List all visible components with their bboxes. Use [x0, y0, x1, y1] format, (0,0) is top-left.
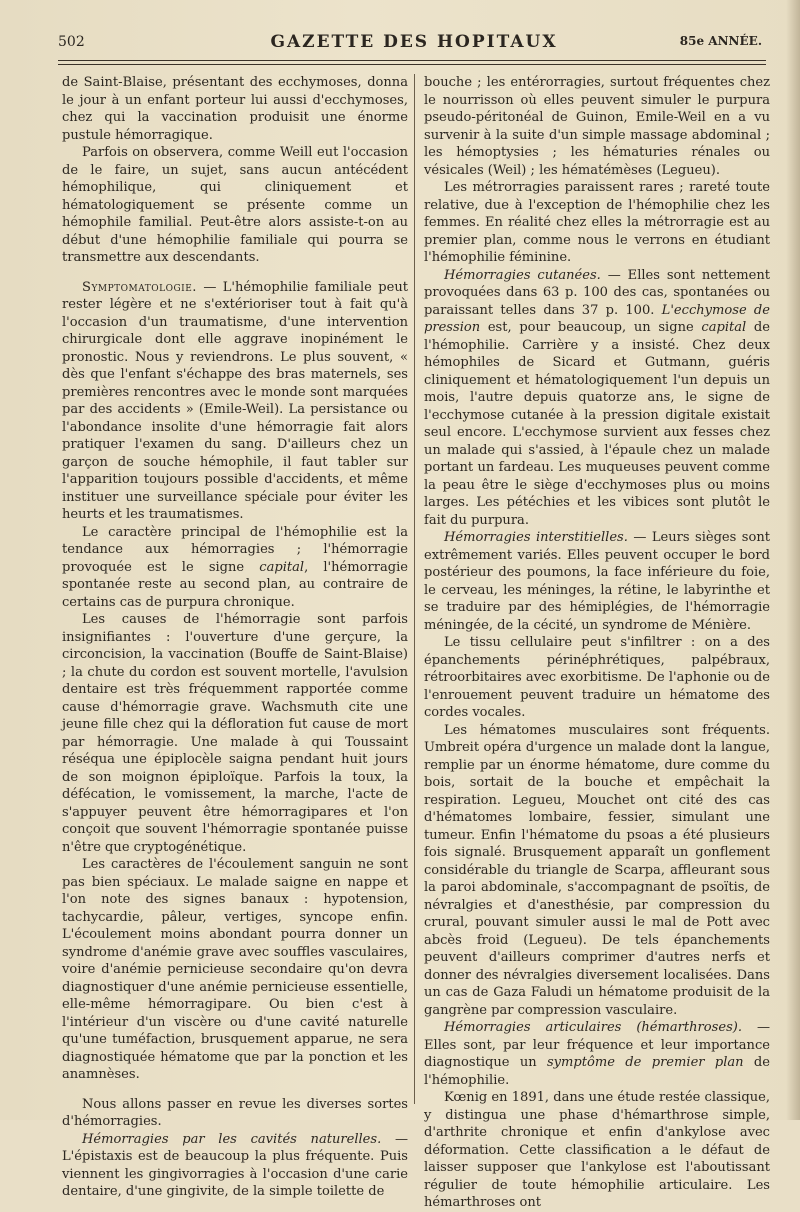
- emphasis: capital: [259, 559, 305, 575]
- paragraph: bouche ; les entérorragies, surtout fréquentes chez le nourrisson où elles peuvent simuler le purpura pseudo-péritonéal de Guinon, Emile-Weil en a vu survenir à la suite d'un simple massage abdominal ; les hémoptysies ; les hématuries rénales ou vésicales (Weil) ; les hématémèses (Legueu).: [424, 75, 770, 178]
- paragraph: [62, 1131, 408, 1201]
- right-column: [424, 74, 771, 1210]
- column-divider: [414, 74, 415, 1104]
- emphasis: L'ecchymose de pression: [424, 302, 770, 335]
- subheading: Hémorragies interstitielles.: [444, 530, 628, 545]
- paragraph: Les hématomes musculaires sont fréquents. Umbreit opéra d'urgence un malade dont la langue, remplie par un énorme hématome, dure comme du bois, sortait de la bouche et empêchait la respiration. Legueu, Mouchet ont cité des cas d'hématomes lombaire, fessier, simulant une tumeur. Enfin l'hématome du psoas a été plusieurs fois signalé. Brusquement apparaît un gonflement considérable du triangle de Scarpa, affleurant sous la paroi abdominale, s'accompagnant de psoïtis, de névralgies et d'anesthésie, par compression du crural, pouvant simuler aussi le mal de Pott avec abcès froid (Legueu). De tels épanchements peuvent d'ailleurs comprimer d'autres nerfs et donner des névralgies diversement localisées. Dans un cas de Gaza Faludi un hématome produisit de la gangrène par compression vasculaire.: [424, 722, 770, 1018]
- page-edge-shadow: [786, 0, 800, 1120]
- paragraph: Les causes de l'hémorragie sont parfois insignifiantes : l'ouverture d'une gerçure, la circoncision, la vaccination (Bouffe de Saint-Blaise) ; la chute du cordon est souvent mortelle, l'avulsion dentaire est très fréquemment rapportée comme cause d'hémorragie grave. Wachsmuth cite une jeune fille chez qui la défloration fut cause de mort par hémorragie. Une malade à qui Toussaint réséqua une épiplocèle saigna pendant huit jours de son moignon épiploïque. Parfois la toux, la défécation, le vomissement, la marche, l'acte de s'appuyer peuvent être hémorragipares et l'on conçoit que souvent l'hémorragie spontanée puisse n'être que cryptogénétique.: [62, 612, 408, 855]
- section-heading: Symptomatologie.: [82, 279, 197, 295]
- paragraph-text: — Elles sont nettement provoquées dans 63 p. 100 des cas, spontanées ou paraissant telles dans 37 p. 100.: [424, 267, 771, 318]
- header-rule-thin: [58, 64, 766, 65]
- page-number: 502: [58, 34, 85, 50]
- journal-title: GAZETTE DES HOPITAUX: [270, 32, 558, 52]
- paragraph: [424, 1019, 770, 1089]
- subheading: Hémorragies articulaires (hémarthroses).: [444, 1020, 743, 1035]
- emphasis: symptôme de premier plan: [546, 1055, 744, 1070]
- paragraph: [424, 267, 770, 530]
- paragraph-text: — L'hémophilie familiale peut rester légère et ne s'extérioriser tout à fait qu'à l'occasion d'un traumatisme, d'une intervention chirurgicale dont elle aggrave inopinément le pronostic. Nous y reviendrons. Le plus souvent, « dès que l'enfant s'échappe des bras maternels, ses premières rencontres avec le monde sont marquées par des accidents » (Emile-Weil). La persistance ou l'abondance insolite d'une hémorragie fait alors pratiquer l'examen du sang. D'ailleurs chez un garçon de souche hémophile, il faut tabler sur l'apparition toujours possible d'accidents, et même instituer une surveillance spéciale pour éviter les heurts et les traumatismes.: [62, 279, 408, 522]
- header-rule: [58, 60, 766, 61]
- paragraph: de Saint-Blaise, présentant des ecchymoses, donna le jour à un enfant porteur lui aussi d'ecchymoses, chez qui la vaccination produisit une énorme pustule hémorragique.: [62, 75, 408, 143]
- subheading: Hémorragies par les cavités naturelles.: [82, 1131, 382, 1147]
- paragraph: [62, 524, 408, 612]
- left-column: [62, 74, 408, 1199]
- paragraph-text: de l'hémophilie. Carrière y a insisté. Chez deux hémophiles de Sicard et Gutmann, guéris cliniquement et hématologiquement l'un depuis un mois, l'autre depuis quatorze ans, le signe de l'ecchymose cutanée à la pression digitale existait seul encore. L'ecchymose survient aux fesses chez un malade qui s'assied, à l'épaule chez un malade portant un fardeau. Les muqueuses peuvent comme la peau être le siège d'ecchymoses plus ou moins larges. Les pétéchies et les vibices sont plutôt le fait du purpura.: [424, 320, 770, 528]
- paragraph: Parfois on observera, comme Weill eut l'occasion de le faire, un sujet, sans aucun antécédent hémophilique, qui cliniquement et hématologiquement se présente comme un hémophile familial. Peut-être alors assiste-t-on au début d'une hémophilie familiale qui pourra se transmettre aux descendants.: [62, 145, 408, 265]
- paragraph-text: — Elles sont, par leur fréquence et leur importance diagnostique un: [424, 1020, 771, 1070]
- paragraph-text: — Leurs sièges sont extrêmement variés. Elles peuvent occuper le bord postérieur des poumons, la face inférieure du foie, le cerveau, les méninges, la rétine, le labyrinthe et se traduire par des hémiplégies, de l'hémorragie méningée, de la cécité, un syndrome de Ménière.: [424, 530, 770, 633]
- subheading: Hémorragies cutanées.: [444, 267, 601, 283]
- paragraph: Les caractères de l'écoulement sanguin ne sont pas bien spéciaux. Le malade saigne en nappe et l'on note des signes banaux : hypotension, tachycardie, pâleur, vertiges, syncope enfin. L'écoulement moins abondant pourra donner un syndrome d'anémie grave avec souffles vasculaires, voire d'anémie pernicieuse secondaire qu'on devra diagnostiquer d'une anémie pernicieuse essentielle, elle-même hémorragipare. Ou bien c'est à l'intérieur d'un viscère ou d'une cavité naturelle qu'une tuméfaction, brusquement apparue, ne sera diagnostiquée hématome que par la ponction et les anamnèses.: [62, 857, 408, 1082]
- section-paragraph: [62, 279, 408, 524]
- paragraph: [424, 529, 770, 634]
- paragraph-text: — L'épistaxis est de beaucoup la plus fréquente. Puis viennent les gingivorragies à l'occasion d'une carie dentaire, d'une gingivite, de la simple toilette de: [62, 1131, 408, 1199]
- paragraph: Nous allons passer en revue les diverses sortes d'hémorragies.: [62, 1096, 408, 1129]
- paragraph-text: , l'hémorragie spontanée reste au second plan, au contraire de certains cas de purpura chronique.: [62, 559, 408, 610]
- paragraph: Les métrorragies paraissent rares ; rareté toute relative, due à l'exception de l'hémophilie chez les femmes. En réalité chez elles la métrorragie est au premier plan, comme nous le verrons en étudiant l'hémophilie féminine.: [424, 180, 770, 265]
- volume-year: 85e ANNÉE.: [679, 34, 762, 48]
- running-header: [58, 28, 770, 54]
- emphasis: capital: [701, 320, 747, 335]
- paragraph: Kœnig en 1891, dans une étude restée classique, y distingua une phase d'hémarthrose simple, d'arthrite chronique et enfin d'ankylose avec déformation. Cette classification a le défaut de laisser supposer que l'ankylose est l'aboutissant régulier de toute hémophilie articulaire. Les hémarthroses ont: [424, 1090, 770, 1210]
- paragraph: Le tissu cellulaire peut s'infiltrer : on a des épanchements périnéphrétiques, palpébraux, rétroorbitaires avec exorbitisme. De l'aphonie ou de l'enrouement peuvent traduire un hématome des cordes vocales.: [424, 635, 770, 720]
- paragraph-text: est, pour beaucoup, un signe: [480, 320, 702, 335]
- paragraph-text: de l'hémophilie.: [424, 1055, 770, 1088]
- paragraph-text: Le caractère principal de l'hémophilie est la tendance aux hémorragies ; l'hémorragie provoquée est le signe: [62, 524, 408, 575]
